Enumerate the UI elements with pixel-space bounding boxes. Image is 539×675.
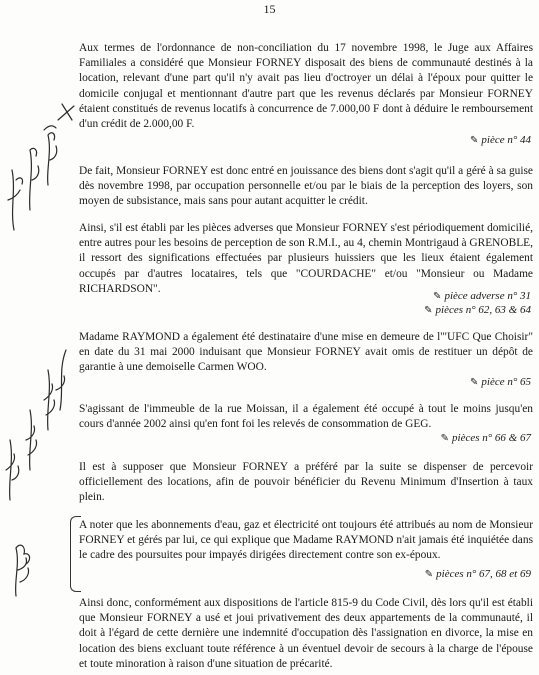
pointing-hand-icon: ✎	[470, 377, 479, 388]
paragraph-4: Madame RAYMOND a également été destinataire d'une mise en demeure de l'"UFC Que Choisir" en date du 31 mai 2000 induisant que Monsieur FORNEY avait omis de restituer un dépôt de garantie à une demoiselle Carmen WOO.	[79, 331, 533, 374]
reference-label: pièce n° 65	[481, 376, 531, 388]
pointing-hand-icon: ✎	[424, 305, 433, 316]
pointing-hand-icon: ✎	[470, 135, 479, 146]
paragraph-2: De fait, Monsieur FORNEY est donc entré en jouissance des biens dont s'agit qu'il a géré à sa guise dès novembre 1998, par occupation personnelle et/ou par le biais de la perception des loyers, son moyen de subsistance, mais sans pour autant acquitter le crédit.	[79, 165, 533, 208]
reference-pieces-66-67	[441, 432, 531, 444]
reference-piece-44	[470, 134, 531, 146]
paragraph-5: S'agissant de l'immeuble de la rue Moissan, il a également été occupé à tout le moins jusqu'en cours d'année 2002 ainsi qu'en font foi les relevés de consommation de GEG.	[79, 403, 533, 431]
handwritten-margin-note-2	[0, 330, 80, 510]
paragraph-8: Ainsi donc, conformément aux dispositions de l'article 815-9 du Code Civil, dès lors qu'il est établi que Monsieur FORNEY a usé et joui privativement des deux appartements de la communauté, il doit à l'égard de cette dernière une indemnité d'occupation dès l'assignation en divorce, la mise en location des biens excluant toute référence à un éventuel devoir de secours à la charge de l'épouse et toute minoration à raison d'une situation de précarité.	[79, 597, 533, 670]
handwritten-margin-note-3	[0, 530, 50, 600]
page-number: 15	[263, 2, 276, 16]
pointing-hand-icon: ✎	[440, 433, 450, 444]
reference-pieces-62-64	[424, 304, 531, 316]
pointing-hand-icon: ✎	[433, 291, 442, 302]
reference-pieces-67-69	[425, 568, 531, 580]
paragraph-1: Aux termes de l'ordonnance de non-conciliation du 17 novembre 1998, le Juge aux Affaires Familiales a considéré que Monsieur FORNEY disposait des biens de communauté destinés à la location, relevant d'une part qu'il n'y avait pas lieu d'octroyer un délai à l'époux pour quitter le domicile conjugal et mentionnant d'autre part que les revenus déclarés par Monsieur FORNEY étaient constitués de revenus locatifs à concurrence de 7.000,00 F dont à déduire le remboursement d'un crédit de 2.000,00 F.	[79, 42, 533, 131]
reference-piece-adverse-31	[433, 290, 531, 302]
reference-label: pièce n° 44	[481, 134, 531, 146]
handwritten-margin-note-1	[0, 90, 80, 235]
reference-label: pièces n° 62, 63 & 64	[435, 304, 531, 316]
reference-label: pièces n° 67, 68 et 69	[436, 568, 531, 580]
reference-label: pièces n° 66 & 67	[452, 432, 531, 444]
pointing-hand-icon: ✎	[424, 569, 434, 580]
paragraph-7: A noter que les abonnements d'eau, gaz et électricité ont toujours été attribués au nom de Monsieur FORNEY et gérés par lui, ce qui explique que Madame RAYMOND n'ait jamais été inquiétée dans le cadre des poursuites pour impayés dirigées directement contre son ex-époux.	[79, 519, 533, 562]
reference-label: pièce adverse n° 31	[444, 290, 531, 302]
paragraph-6: Il est à supposer que Monsieur FORNEY a préféré par la suite se dispenser de percevoir officiellement des locations, afin de pouvoir bénéficier du Revenu Minimum d'Insertion à taux plein.	[79, 461, 533, 504]
paragraph-3: Ainsi, s'il est établi par les pièces adverses que Monsieur FORNEY s'est périodiquement domicilié, entre autres pour les besoins de perception de son R.M.I., au 4, chemin Montrigaud à GRENOBLE, il ressort des significations effectuées par plusieurs huissiers que les lieux étaient également occupés par d'autres locataires, tels que "COURDACHE" et/ou "Monsieur ou Madame RICHARDSON".	[79, 222, 533, 295]
reference-piece-65	[470, 376, 531, 388]
